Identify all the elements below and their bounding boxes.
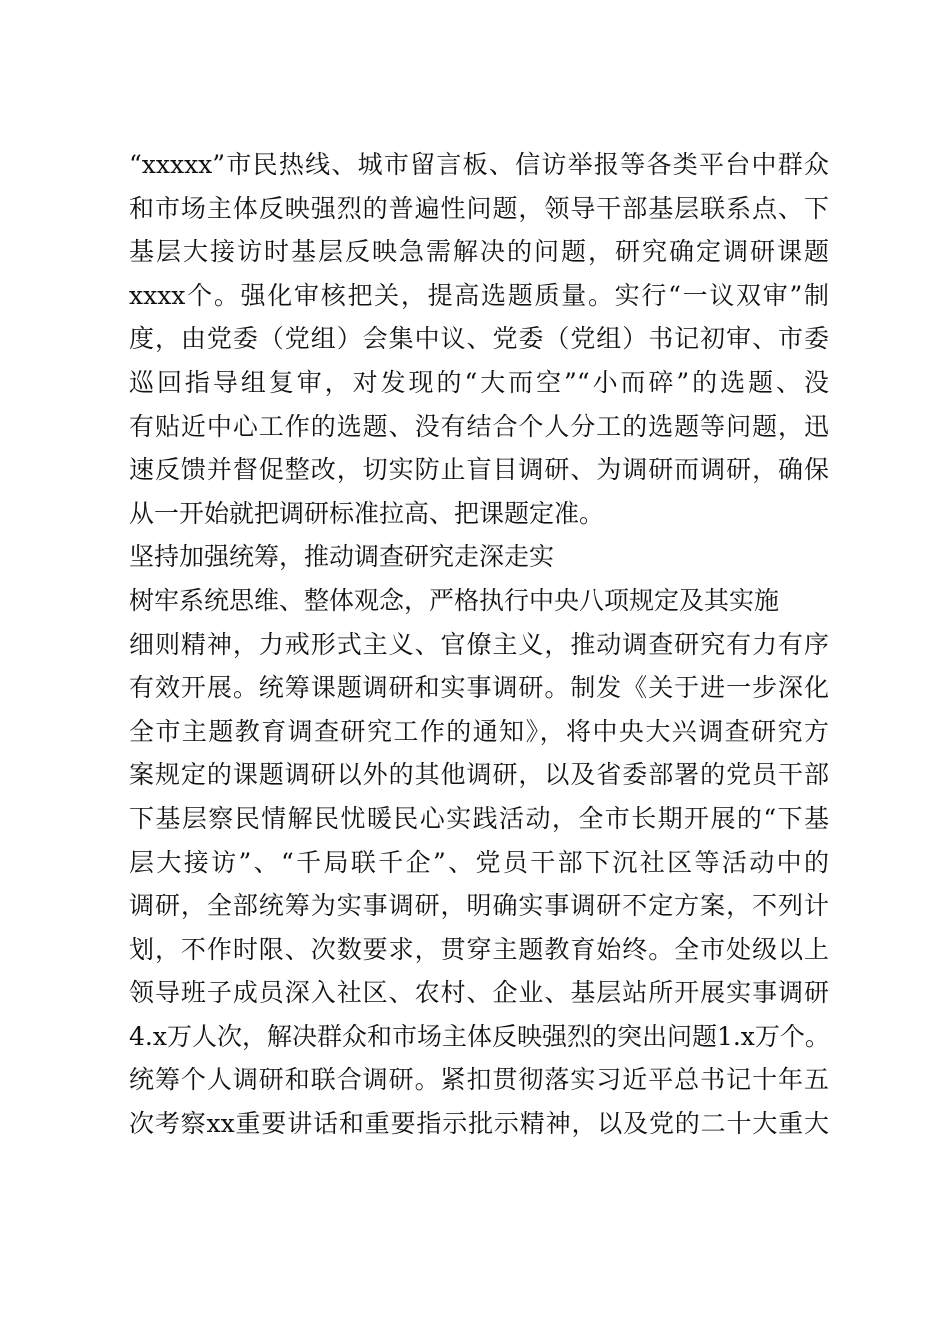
- text-line: 基层大接访时基层反映急需解决的问题，研究确定调研课题: [129, 237, 829, 267]
- text-line: 层大接访”、“千局联千企”、党员干部下沉社区等活动中的: [129, 847, 829, 877]
- text-line: 次考察xx重要讲话和重要指示批示精神，以及党的二十大重大: [129, 1109, 829, 1139]
- text-line: 巡回指导组复审，对发现的“大而空”“小而碎”的选题、没: [129, 367, 829, 397]
- document-body: [129, 143, 829, 1146]
- text-line: 细则精神，力戒形式主义、官僚主义，推动调查研究有力有序: [129, 629, 829, 659]
- text-line: 有贴近中心工作的选题、没有结合个人分工的选题等问题，迅: [129, 411, 829, 441]
- text-line: 统筹个人调研和联合调研。紧扣贯彻落实习近平总书记十年五: [129, 1065, 829, 1095]
- text-line: 划，不作时限、次数要求，贯穿主题教育始终。全市处级以上: [129, 934, 829, 964]
- text-line: 度，由党委（党组）会集中议、党委（党组）书记初审、市委: [129, 324, 829, 354]
- text-line: 树牢系统思维、整体观念，严格执行中央八项规定及其实施: [129, 585, 780, 615]
- text-line: 调研，全部统筹为实事调研，明确实事调研不定方案，不列计: [129, 891, 829, 921]
- text-line: 下基层察民情解民忧暖民心实践活动，全市长期开展的“下基: [129, 803, 829, 833]
- text-line: 有效开展。统筹课题调研和实事调研。制发《关于进一步深化: [129, 673, 829, 703]
- text-line: 全市主题教育调查研究工作的通知》，将中央大兴调查研究方: [129, 716, 829, 746]
- section-heading: 坚持加强统筹，推动调查研究走深走实: [129, 542, 555, 572]
- text-line: xxxx个。强化审核把关，提高选题质量。实行“一议双审”制: [129, 280, 829, 310]
- text-line: 4.x万人次，解决群众和市场主体反映强烈的突出问题1.x万个。: [129, 1021, 830, 1051]
- text-line: 和市场主体反映强烈的普遍性问题，领导干部基层联系点、下: [129, 193, 829, 223]
- text-line: 速反馈并督促整改，切实防止盲目调研、为调研而调研，确保: [129, 455, 829, 485]
- text-line: 案规定的课题调研以外的其他调研，以及省委部署的党员干部: [129, 760, 829, 790]
- text-line: “xxxxx”市民热线、城市留言板、信访举报等各类平台中群众: [129, 150, 829, 179]
- text-line: 领导班子成员深入社区、农村、企业、基层站所开展实事调研: [129, 978, 829, 1008]
- text-line: 从一开始就把调研标准拉高、把课题定准。: [129, 498, 605, 528]
